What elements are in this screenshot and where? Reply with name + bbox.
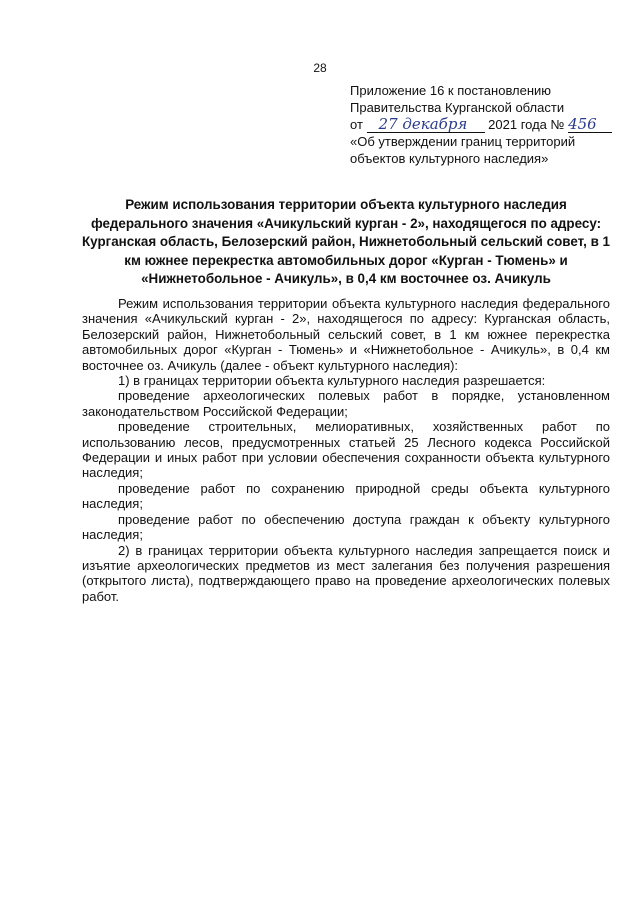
date-prefix: от [350, 117, 363, 132]
paragraph-prohibited: 2) в границах территории объекта культурного наследия запрещается поиск и изъятие археологических предметов из мест залегания без получения разрешения (открытого листа), подтверждающего право на проведение археологических полевых работ. [82, 542, 610, 604]
appendix-line-1: Приложение 16 к постановлению [350, 83, 552, 98]
paragraph-construction-works: проведение строительных, мелиоративных, хозяйственных работ по использованию лесов, предусмотренных статьей 25 Лесного кодекса Российской Федерации и иных работ при условии обеспечения сохранности объекта культурного наследия; [82, 419, 610, 481]
appendix-header [350, 82, 620, 167]
document-title: Режим использования территории объекта культурного наследия федерального значения «Ачикульский курган - 2», находящегося по адресу: Курганская область, Белозерский район, Нижнетобольный сельский совет, в 1 км южнее перекрестка автомобильных дорог «Курган - Тюмень» и «Нижнетобольное - Ачикуль», в 0,4 км восточнее оз. Ачикуль [82, 197, 610, 286]
paragraph-archaeological-works: проведение археологических полевых работ в порядке, установленном законодательством Российской Федерации; [82, 388, 610, 419]
appendix-date-line [350, 116, 620, 133]
paragraph-intro: Режим использования территории объекта культурного наследия федерального значения «Ачикульский курган - 2», находящегося по адресу: Курганская область, Белозерский район, Нижнетобольный сельский совет, в 1 км южнее перекрестка автомобильных дорог «Курган - Тюмень» и «Нижнетобольное - Ачикуль», в 0,4 км восточнее оз. Ачикуль (далее - объект культурного наследия): [82, 296, 610, 373]
paragraph-public-access: проведение работ по обеспечению доступа граждан к объекту культурного наследия; [82, 511, 610, 543]
appendix-line-5: объектов культурного наследия» [350, 151, 549, 166]
handwritten-number: 456 [568, 117, 612, 133]
paragraph-nature-preservation: проведение работ по сохранению природной среды объекта культурного наследия; [82, 480, 610, 512]
appendix-line-4: «Об утверждении границ территорий [350, 134, 576, 149]
year-text: 2021 года № [488, 117, 565, 132]
page-number: 28 [313, 61, 327, 75]
appendix-line-2: Правительства Курганской области [350, 100, 565, 115]
document-body [82, 296, 610, 604]
paragraph-permitted-heading: 1) в границах территории объекта культурного наследия разрешается: [118, 373, 546, 389]
handwritten-date: 27 декабря [367, 117, 485, 133]
